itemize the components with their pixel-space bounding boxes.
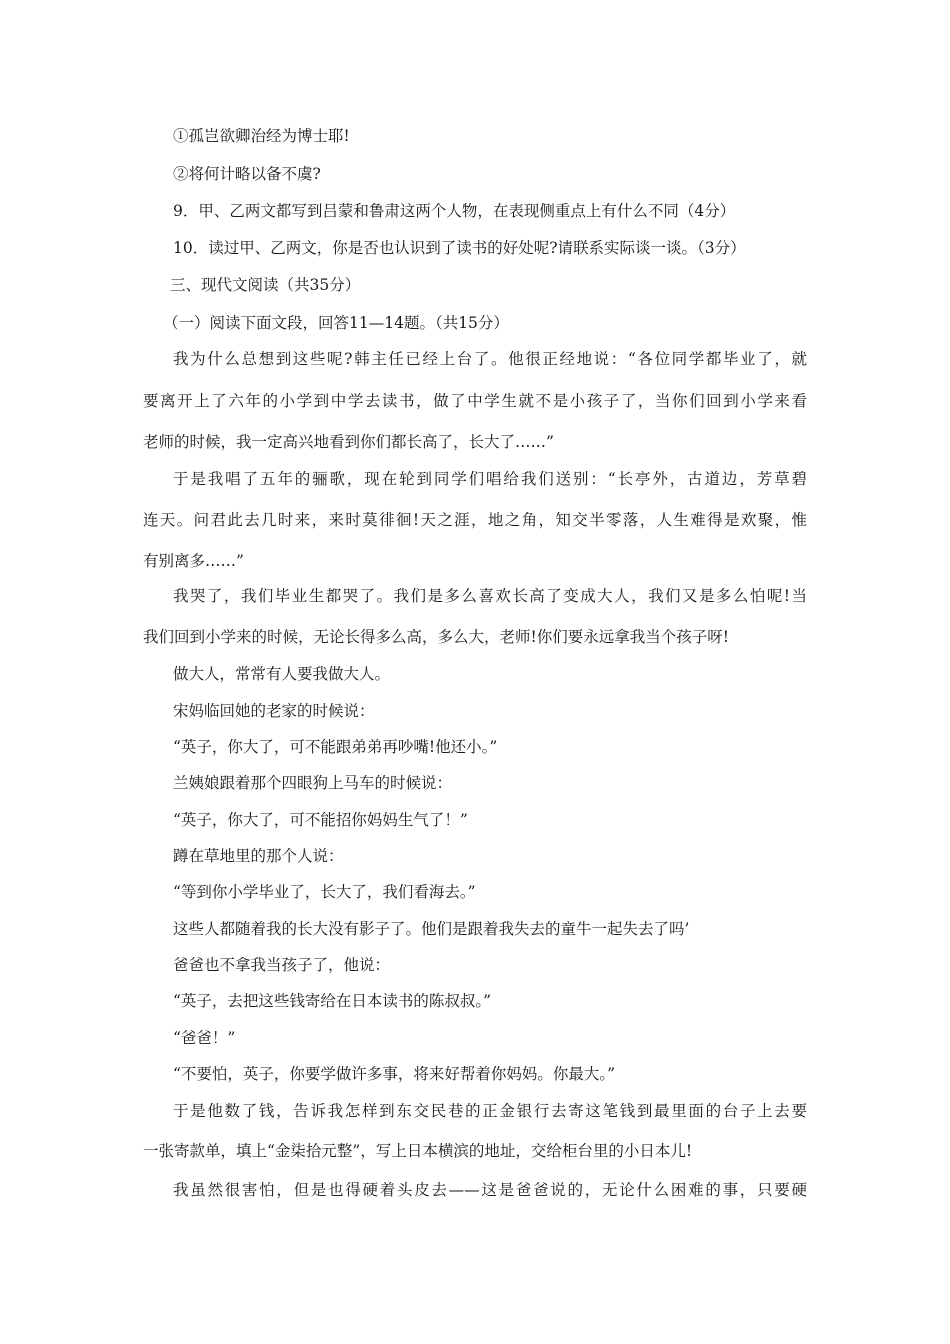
dialogue-line: “英子，你大了，可不能招你妈妈生气了！” [173,811,468,829]
paragraph-line: 我哭了，我们毕业生都哭了。我们是多么喜欢长高了变成大人，我们又是多么怕呢!当 [173,587,807,605]
paragraph-line: 连天。问君此去几时来，来时莫徘徊!天之涯，地之角，知交半零落，人生难得是欢聚，惟 [143,511,807,529]
paragraph-line: 于是我唱了五年的骊歌，现在轮到同学们唱给我们送别：“长亭外，古道边，芳草碧 [173,470,807,488]
dialogue-line: “不要怕，英子，你要学做许多事，将来好帮着你妈妈。你最大。” [173,1065,616,1083]
dialogue-line: “爸爸！” [173,1029,236,1047]
paragraph-line: 做大人，常常有人要我做大人。 [173,665,391,683]
paragraph-line: 有别离多……” [143,552,244,570]
question-item: 10．读过甲、乙两文，你是否也认识到了读书的好处呢?请联系实际谈一谈。（3分） [173,239,746,257]
question-item: 9．甲、乙两文都写到吕蒙和鲁肃这两个人物，在表现侧重点上有什么不同（4分） [173,202,736,220]
section-heading: 三、现代文阅读（共35分） [170,276,361,294]
question-item: ①孤岂欲卿治经为博士耶! [173,127,350,145]
paragraph-line: 这些人都随着我的长大没有影子了。他们是跟着我失去的童牛一起失去了吗’ [173,920,690,938]
dialogue-line: “英子，你大了，可不能跟弟弟再吵嘴!他还小。” [173,738,498,756]
question-item: ②将何计略以备不虞? [173,165,321,183]
paragraph-line: 老师的时候，我一定高兴地看到你们都长高了，长大了……” [143,433,554,451]
paragraph-line: 我们回到小学来的时候，无论长得多么高，多么大，老师!你们要永远拿我当个孩子呀! [143,628,729,646]
subsection-heading: （一）阅读下面文段，回答11—14题。（共15分） [163,314,509,332]
dialogue-line: “英子，去把这些钱寄给在日本读书的陈叔叔。” [173,992,492,1010]
paragraph-line: 我为什么总想到这些呢?韩主任已经上台了。他很正经地说：“各位同学都毕业了，就 [173,350,807,368]
paragraph-line: 我虽然很害怕，但是也得硬着头皮去——这是爸爸说的，无论什么困难的事，只要硬 [173,1181,807,1199]
paragraph-line: 宋妈临回她的老家的时候说： [173,702,375,720]
paragraph-line: 于是他数了钱，告诉我怎样到东交民巷的正金银行去寄这笔钱到最里面的台子上去要 [173,1102,807,1120]
paragraph-line: 蹲在草地里的那个人说： [173,847,344,865]
paragraph-line: 要离开上了六年的小学到中学去读书，做了中学生就不是小孩子了，当你们回到小学来看 [143,392,807,410]
paragraph-line: 一张寄款单，填上“金柒拾元整”，写上日本横滨的地址，交给柜台里的小日本儿! [143,1142,693,1160]
paragraph-line: 爸爸也不拿我当孩子了，他说： [173,956,391,974]
paragraph-line: 兰姨娘跟着那个四眼狗上马车的时候说： [173,774,453,792]
dialogue-line: “等到你小学毕业了，长大了，我们看海去。” [173,883,476,901]
